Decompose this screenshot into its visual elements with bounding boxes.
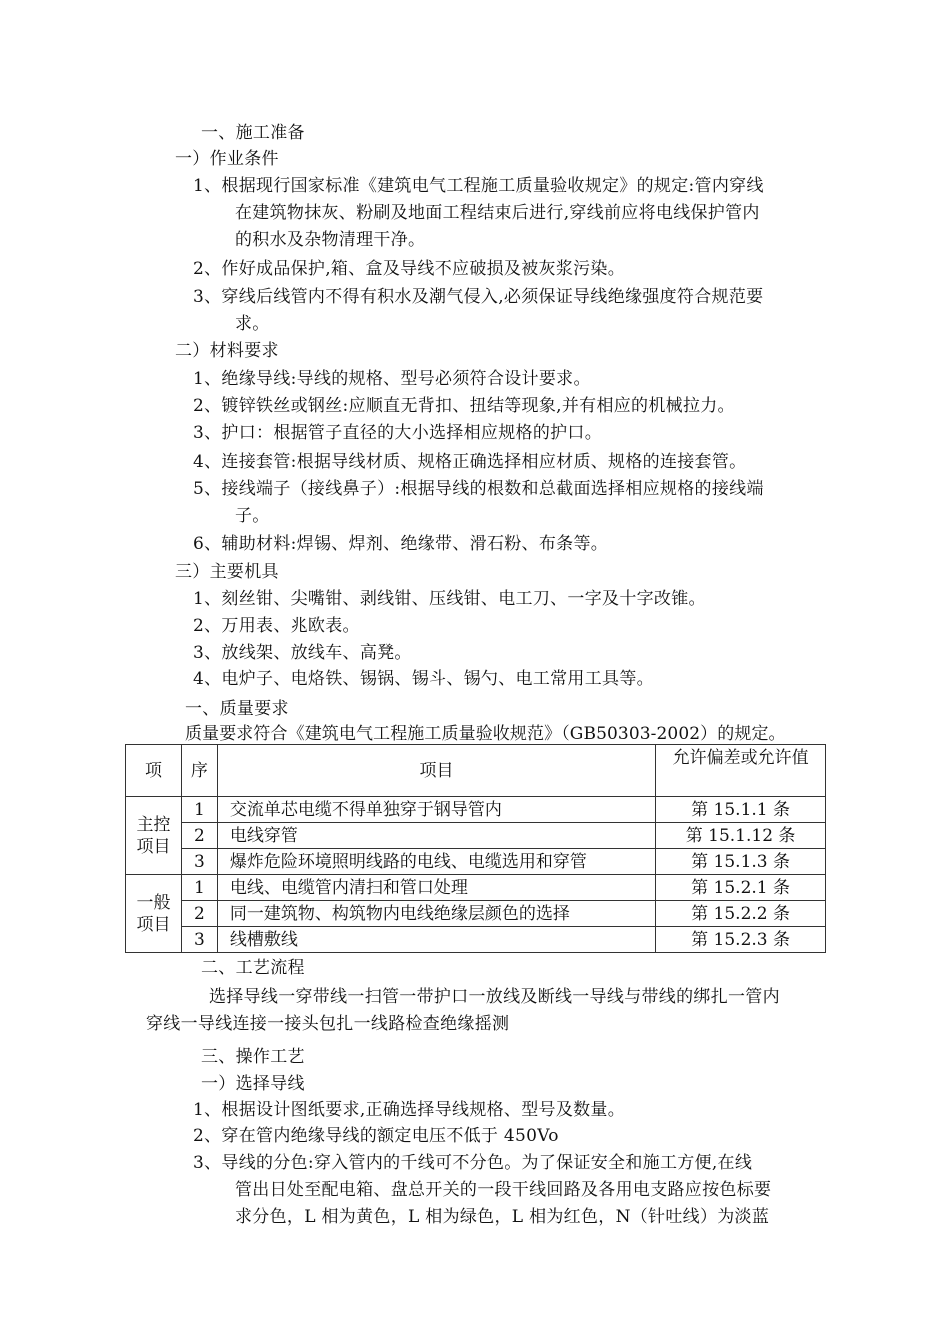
seq-cell: 2	[181, 823, 217, 849]
list-item: 3、导线的分色:穿入管内的千线可不分色。为了保证安全和施工方便,在线	[193, 1153, 753, 1173]
header-cell: 序	[181, 745, 217, 797]
list-item: 3、护口：根据管子直径的大小选择相应规格的护口。	[193, 423, 603, 443]
header-cell: 项目	[217, 745, 655, 797]
list-item: 4、电炉子、电烙铁、锡锅、锡斗、锡勺、电工常用工具等。	[193, 669, 654, 689]
table-row	[126, 797, 826, 823]
allow-cell: 第 15.1.1 条	[656, 797, 826, 823]
item-cell: 电线穿管	[217, 823, 655, 849]
list-item: 3、放线架、放线车、高凳。	[193, 643, 412, 663]
subsection-heading: 一）作业条件	[175, 149, 279, 169]
list-item: 2、镀锌铁丝或钢丝:应顺直无背扣、扭结等现象,并有相应的机械拉力。	[193, 396, 735, 416]
paragraph: 质量要求符合《建筑电气工程施工质量验收规范》（GB50303-2002）的规定。	[185, 724, 786, 744]
list-item: 6、辅助材料:焊锡、焊剂、绝缘带、滑石粉、布条等。	[193, 534, 609, 554]
group-label-cell	[126, 797, 182, 875]
allow-cell: 第 15.2.2 条	[656, 901, 826, 927]
list-item: 1、绝缘导线:导线的规格、型号必须符合设计要求。	[193, 369, 591, 389]
table-row	[126, 927, 826, 953]
list-item: 4、连接套管:根据导线材质、规格正确选择相应材质、规格的连接套管。	[193, 452, 747, 472]
seq-cell: 2	[181, 901, 217, 927]
section-heading: 一、质量要求	[185, 699, 289, 719]
paragraph-continuation: 穿线一导线连接一接头包扎一线路检查绝缘摇测	[146, 1014, 510, 1034]
table-row	[126, 849, 826, 875]
subsection-heading: 三）主要机具	[175, 562, 279, 582]
header-cell: 允许偏差或允许值	[656, 745, 826, 797]
list-item: 3、穿线后线管内不得有积水及潮气侵入,必须保证导线绝缘强度符合规范要	[193, 287, 764, 307]
subsection-heading: 二）材料要求	[175, 341, 279, 361]
item-cell: 同一建筑物、构筑物内电线绝缘层颜色的选择	[217, 901, 655, 927]
allow-cell: 第 15.2.3 条	[656, 927, 826, 953]
group-label: 项目	[136, 914, 171, 935]
list-item-continuation: 在建筑物抹灰、粉刷及地面工程结束后进行,穿线前应将电线保护管内	[235, 203, 760, 223]
section-heading: 一、施工准备	[201, 123, 305, 143]
header-cell: 项	[126, 745, 182, 797]
item-cell: 线槽敷线	[217, 927, 655, 953]
list-item: 2、穿在管内绝缘导线的额定电压不低于 450Vo	[193, 1126, 559, 1146]
seq-cell: 3	[181, 849, 217, 875]
list-item-continuation: 求分色，L 相为黄色，L 相为绿色，L 相为红色，N（针吐线）为淡蓝	[235, 1207, 770, 1227]
allow-cell: 第 15.1.3 条	[656, 849, 826, 875]
list-item-continuation: 的积水及杂物清理干净。	[235, 230, 426, 250]
item-cell: 电线、电缆管内清扫和管口处理	[217, 875, 655, 901]
section-heading: 二、工艺流程	[201, 958, 305, 978]
table-row	[126, 823, 826, 849]
list-item-continuation: 管出日处至配电箱、盘总开关的一段干线回路及各用电支路应按色标要	[235, 1180, 772, 1200]
group-label: 项目	[136, 836, 171, 857]
list-item: 2、作好成品保护,箱、盒及导线不应破损及被灰浆污染。	[193, 259, 626, 279]
seq-cell: 1	[181, 797, 217, 823]
group-label-cell	[126, 875, 182, 953]
allow-cell: 第 15.2.1 条	[656, 875, 826, 901]
seq-cell: 1	[181, 875, 217, 901]
list-item: 1、刻丝钳、尖嘴钳、剥线钳、压线钳、电工刀、一字及十字改锥。	[193, 589, 706, 609]
paragraph: 选择导线一穿带线一扫管一带护口一放线及断线一导线与带线的绑扎一管内	[209, 987, 780, 1007]
subsection-heading: 一）选择导线	[201, 1074, 305, 1094]
list-item: 2、万用表、兆欧表。	[193, 616, 360, 636]
list-item-continuation: 求。	[235, 314, 270, 334]
quality-table	[125, 744, 826, 953]
list-item: 1、根据现行国家标准《建筑电气工程施工质量验收规定》的规定:管内穿线	[193, 176, 764, 196]
seq-cell: 3	[181, 927, 217, 953]
allow-cell: 第 15.1.12 条	[656, 823, 826, 849]
list-item: 1、根据设计图纸要求,正确选择导线规格、型号及数量。	[193, 1100, 626, 1120]
table-row	[126, 875, 826, 901]
item-cell: 爆炸危险环境照明线路的电线、电缆选用和穿管	[217, 849, 655, 875]
group-label: 主控	[136, 814, 171, 835]
list-item: 5、接线端子（接线鼻子）:根据导线的根数和总截面选择相应规格的接线端	[193, 479, 764, 499]
group-label: 一般	[136, 892, 171, 913]
table-header-row	[126, 745, 826, 797]
list-item-continuation: 子。	[235, 506, 270, 526]
item-cell: 交流单芯电缆不得单独穿于钢导管内	[217, 797, 655, 823]
section-heading: 三、操作工艺	[201, 1047, 305, 1067]
table-row	[126, 901, 826, 927]
